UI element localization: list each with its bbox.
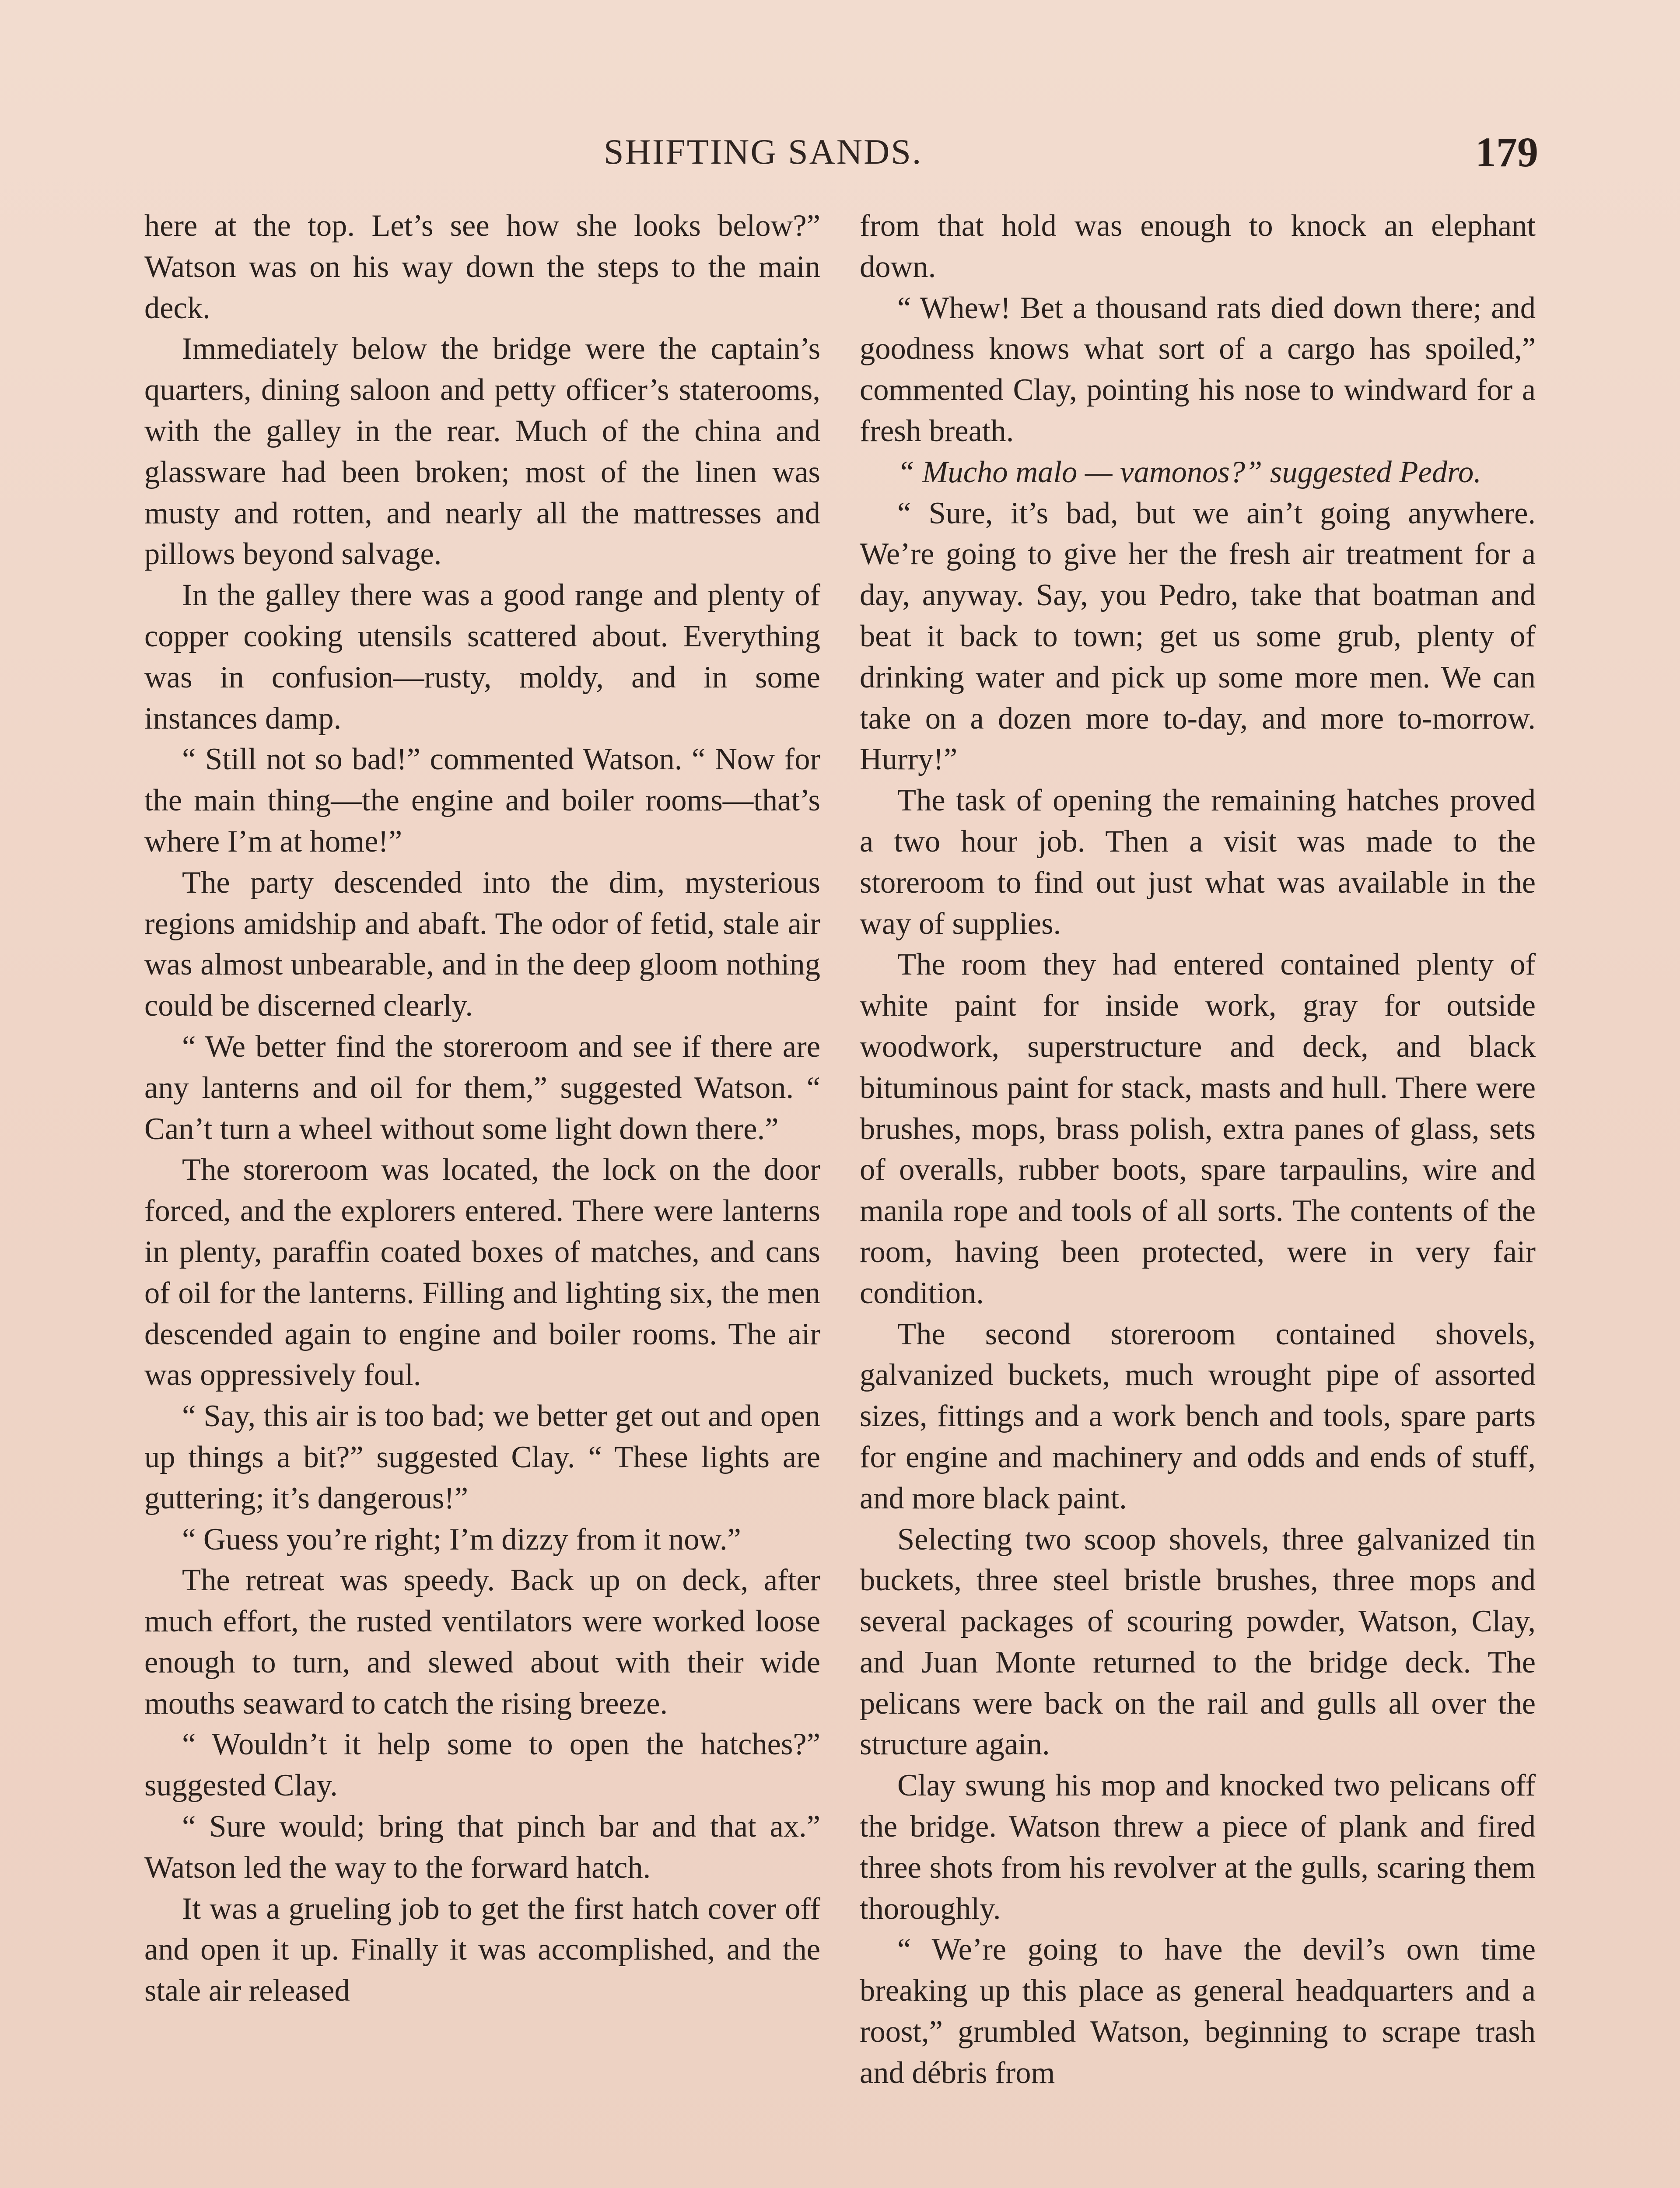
left-column bbox=[144, 206, 820, 2012]
paragraph: Selecting two scoop shovels, three galvanized tin buckets, three steel bristle brushes, three mops and several packages of scouring powder, Watson, Clay, and Juan Monte returned to the bridge deck. The pelicans were back on the rail and gulls all over the structure again. bbox=[860, 1522, 1536, 1762]
paragraph: The room they had entered contained plenty of white paint for inside work, gray for outside woodwork, superstructure and deck, and black bituminous paint for stack, masts and hull. There were brushes, mops, brass polish, extra panes of glass, sets of overalls, rubber boots, spare tarpaulins, wire and manila rope and tools of all sorts. The contents of the room, having been protected, were in very fair condition. bbox=[860, 947, 1536, 1310]
paragraph: “ Still not so bad!” commented Watson. “ Now for the main thing—the engine and boiler rooms—that’s where I’m at home!” bbox=[144, 742, 820, 859]
paragraph: The party descended into the dim, mysterious regions amidship and abaft. The odor of fetid, stale air was almost unbearable, and in the deep gloom nothing could be discerned clearly. bbox=[144, 865, 820, 1023]
page-number: 179 bbox=[1475, 129, 1538, 175]
paragraph: The retreat was speedy. Back up on deck, after much effort, the rusted ventilators were worked loose enough to turn, and slewed about with their wide mouths seaward to catch the rising breeze. bbox=[144, 1563, 820, 1721]
paragraph: here at the top. Let’s see how she looks below?” Watson was on his way down the steps to the main deck. bbox=[144, 209, 820, 325]
paragraph: In the galley there was a good range and plenty of copper cooking utensils scattered about. Everything was in confusion—rusty, moldy, and in some instances damp. bbox=[144, 578, 820, 736]
paragraph: The second storeroom contained shovels, galvanized buckets, much wrought pipe of assorted sizes, fittings and a work bench and tools, spare parts for engine and machinery and odds and ends of stuff, and more black paint. bbox=[860, 1317, 1536, 1515]
paragraph: Immediately below the bridge were the captain’s quarters, dining saloon and petty officer’s staterooms, with the galley in the rear. Much of the china and glassware had been broken; most of the linen was musty and rotten, and nearly all the mattresses and pillows beyond salvage. bbox=[144, 332, 820, 572]
paragraph: Clay swung his mop and knocked two pelicans off the bridge. Watson threw a piece of plank and fired three shots from his revolver at the gulls, scaring them thoroughly. bbox=[860, 1768, 1536, 1926]
paragraph: “ Wouldn’t it help some to open the hatches?” suggested Clay. bbox=[144, 1727, 820, 1803]
paragraph: It was a grueling job to get the first hatch cover off and open it up. Finally it was accomplished, and the stale air released bbox=[144, 1891, 820, 2008]
paragraph: The storeroom was located, the lock on the door forced, and the explorers entered. There were lanterns in plenty, paraffin coated boxes of matches, and cans of oil for the lanterns. Filling and lighting six, the men descended again to engine and boiler rooms. The air was oppressively foul. bbox=[144, 1153, 820, 1392]
paragraph: “ Guess you’re right; I’m dizzy from it now.” bbox=[182, 1522, 741, 1557]
paragraph: “ We’re going to have the devil’s own time breaking up this place as general headquarters and a roost,” grumbled Watson, beginning to scrape trash and débris from bbox=[860, 1932, 1536, 2090]
paragraph: “ Mucho malo — vamonos?” suggested Pedro. bbox=[897, 455, 1481, 489]
paragraph: from that hold was enough to knock an elephant down. bbox=[860, 209, 1536, 284]
paragraph: “ Whew! Bet a thousand rats died down there; and goodness knows what sort of a cargo has spoiled,” commented Clay, pointing his nose to windward for a fresh breath. bbox=[860, 291, 1536, 448]
paragraph: “ Sure, it’s bad, but we ain’t going anywhere. We’re going to give her the fresh air treatment for a day, anyway. Say, you Pedro, take that boatman and beat it back to town; get us some grub, plenty of drinking water and pick up some more men. We can take on a dozen more to-day, and more to-morrow. Hurry!” bbox=[860, 496, 1536, 777]
paragraph: The task of opening the remaining hatches proved a two hour job. Then a visit was made to the storeroom to find out just what was available in the way of supplies. bbox=[860, 783, 1536, 941]
paragraph: “ Sure would; bring that pinch bar and that ax.” Watson led the way to the forward hatch. bbox=[144, 1809, 820, 1885]
paragraph: “ Say, this air is too bad; we better get out and open up things a bit?” suggested Clay. “ These lights are guttering; it’s dangerous!” bbox=[144, 1399, 820, 1515]
running-title: SHIFTING SANDS. bbox=[604, 132, 923, 172]
right-column bbox=[860, 206, 1536, 2094]
paragraph: “ We better find the storeroom and see if there are any lanterns and oil for them,” suggested Watson. “ Can’t turn a wheel without some light down there.” bbox=[144, 1029, 820, 1146]
